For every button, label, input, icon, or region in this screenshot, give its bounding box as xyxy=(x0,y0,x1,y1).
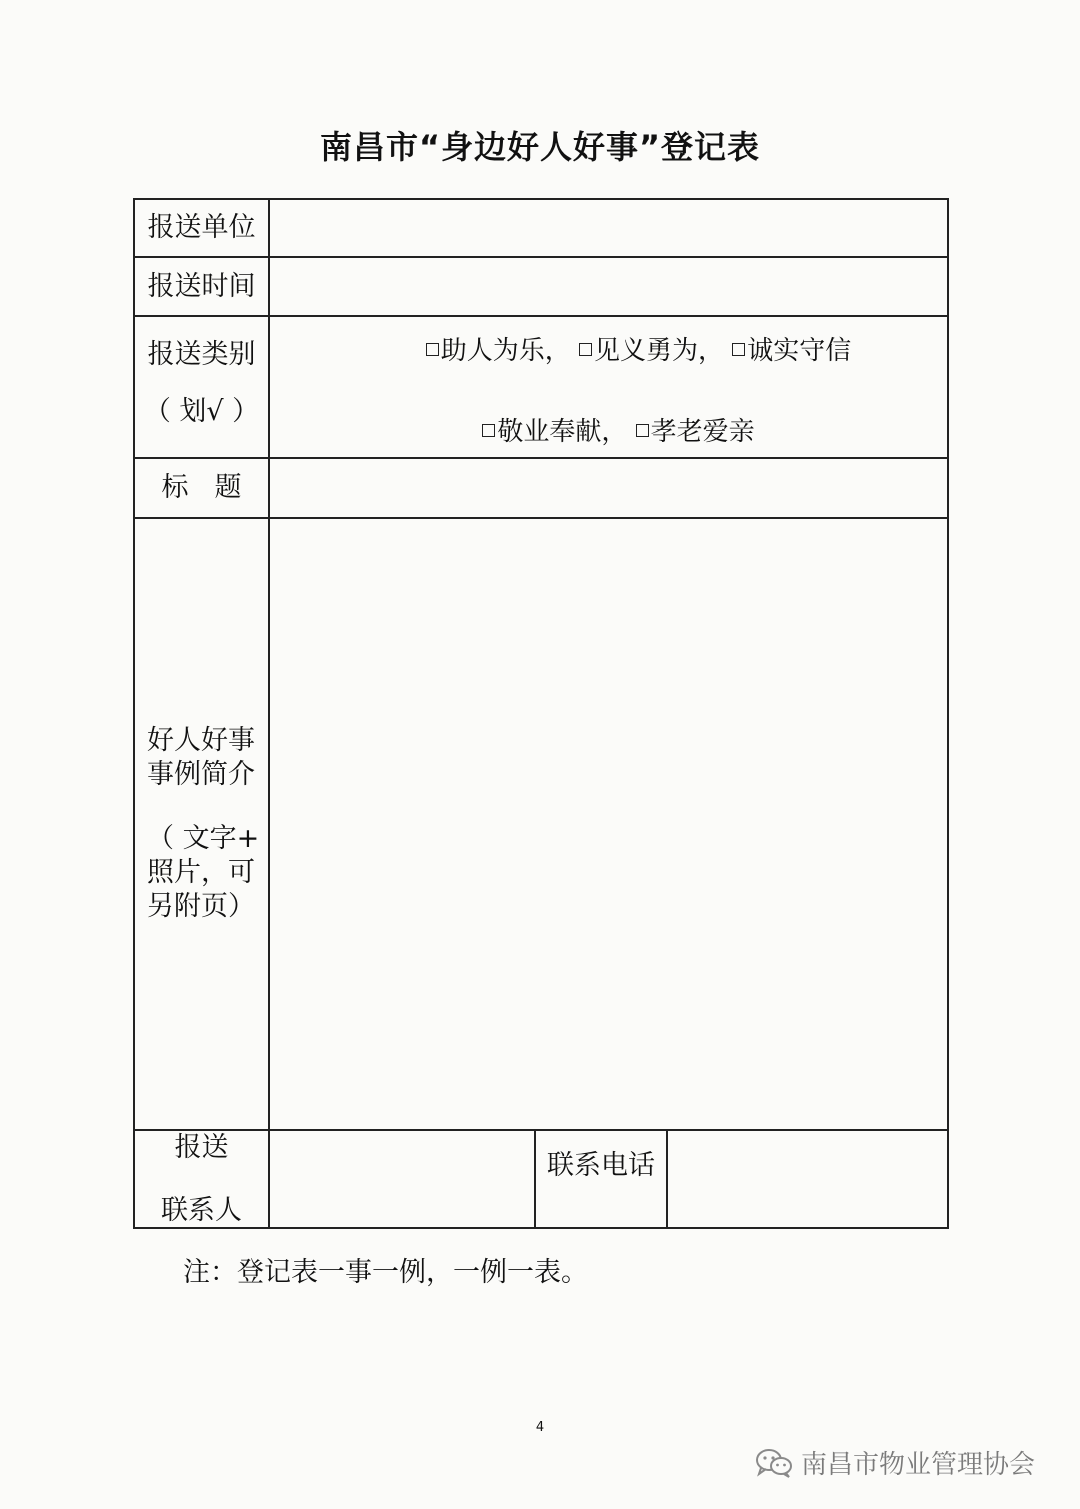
checkbox-icon[interactable] xyxy=(482,424,495,437)
title-field[interactable] xyxy=(269,458,948,518)
wechat-icon xyxy=(755,1448,793,1478)
checkbox-icon[interactable] xyxy=(636,424,649,437)
page-number: 4 xyxy=(535,1420,545,1435)
option-honesty[interactable] xyxy=(732,336,851,366)
form-title: 南昌市“身边好人好事”登记表 xyxy=(319,128,761,166)
row-unit xyxy=(134,199,948,257)
category-options-line2 xyxy=(290,411,947,448)
contact-label xyxy=(134,1130,269,1228)
category-options-line1 xyxy=(330,330,947,367)
phone-label: 联系电话 xyxy=(535,1130,667,1228)
time-field[interactable] xyxy=(269,257,948,316)
registration-table xyxy=(133,198,949,1229)
option-label: 见义勇为， xyxy=(594,336,725,366)
phone-field[interactable] xyxy=(667,1130,948,1228)
category-label-line1: 报送类别 xyxy=(147,338,256,370)
intro-label xyxy=(134,518,269,1130)
watermark xyxy=(755,1444,1035,1481)
option-dedication[interactable] xyxy=(482,417,627,447)
option-label: 敬业奉献， xyxy=(497,417,628,447)
checkbox-icon[interactable] xyxy=(732,343,745,356)
intro-label-line: （ 文字+ xyxy=(147,823,260,854)
category-label-line2: （ 划√ ） xyxy=(143,396,260,427)
footnote: 注：登记表一事一例，一例一表。 xyxy=(183,1257,588,1288)
intro-label-line: 照片，可 xyxy=(147,857,255,888)
category-label xyxy=(134,316,269,458)
row-category xyxy=(134,316,948,458)
intro-label-line: 好人好事 xyxy=(147,725,255,756)
time-label: 报送时间 xyxy=(134,257,269,316)
intro-label-line: 另附页） xyxy=(147,891,255,922)
unit-field[interactable] xyxy=(269,199,948,257)
option-helping[interactable] xyxy=(426,336,571,366)
intro-field[interactable] xyxy=(269,518,948,1130)
contact-person-field[interactable] xyxy=(269,1130,535,1228)
row-intro xyxy=(134,518,948,1130)
row-title xyxy=(134,458,948,518)
option-filial[interactable] xyxy=(636,417,755,447)
row-time xyxy=(134,257,948,316)
contact-label-line1: 报送 xyxy=(174,1132,229,1163)
option-label: 诚实守信 xyxy=(747,336,852,366)
unit-label: 报送单位 xyxy=(134,199,269,257)
checkbox-icon[interactable] xyxy=(579,343,592,356)
contact-label-line2: 联系人 xyxy=(161,1195,242,1226)
option-label: 孝老爱亲 xyxy=(650,417,755,447)
option-bravery[interactable] xyxy=(579,336,724,366)
row-contact xyxy=(134,1130,948,1228)
watermark-text: 南昌市物业管理协会 xyxy=(801,1450,1036,1480)
option-label: 助人为乐， xyxy=(440,336,571,366)
category-options xyxy=(269,316,948,458)
title-label: 标题 xyxy=(134,458,269,518)
intro-label-line: 事例简介 xyxy=(147,759,255,790)
checkbox-icon[interactable] xyxy=(426,343,439,356)
